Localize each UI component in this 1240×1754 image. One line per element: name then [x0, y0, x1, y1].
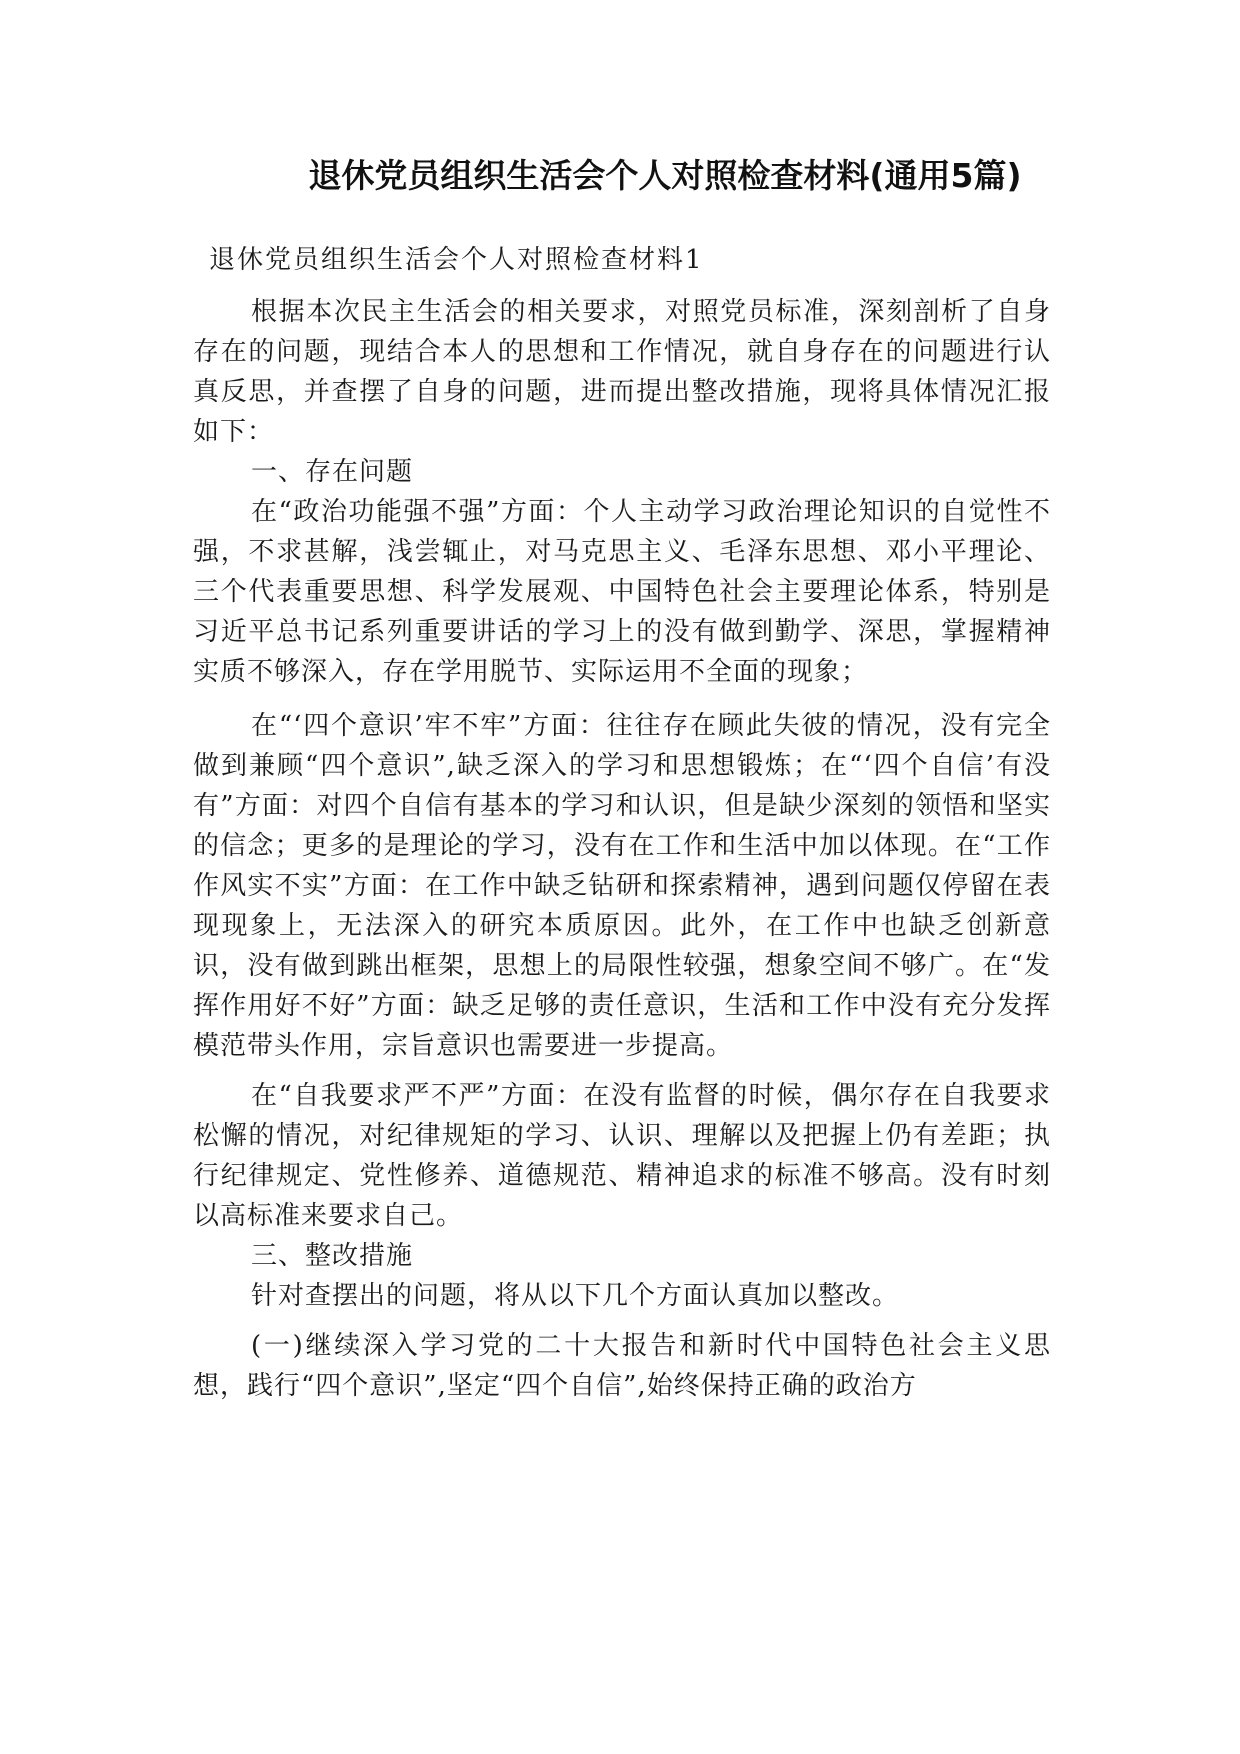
paragraph-intro: 根据本次民主生活会的相关要求，对照党员标准，深刻剖析了自身存在的问题，现结合本人的思想和工作情况，就自身存在的问题进行认真反思，并查摆了自身的问题，进而提出整改措施，现将具体情况汇报如下：: [193, 297, 1051, 447]
document-body: [193, 240, 1051, 1406]
heading-problems: 一、存在问题: [251, 457, 414, 487]
paragraph-four-consciousness: 在“‘四个意识’牢不牢”方面：往往存在顾此失彼的情况，没有完全做到兼顾“四个意识”,缺乏深入的学习和思想锻炼；在“‘四个自信’有没有”方面：对四个自信有基本的学习和认识，但是缺少深刻的领悟和坚实的信念；更多的是理论的学习，没有在工作和生活中加以体现。在“工作作风实不实”方面：在工作中缺乏钻研和探索精神，遇到问题仅停留在表现现象上，无法深入的研究本质原因。此外，在工作中也缺乏创新意识，没有做到跳出框架，思想上的局限性较强，想象空间不够广。在“发挥作用好不好”方面：缺乏足够的责任意识，生活和工作中没有充分发挥模范带头作用，宗旨意识也需要进一步提高。: [193, 711, 1051, 1061]
paragraph-self-discipline: 在“自我要求严不严”方面：在没有监督的时候，偶尔存在自我要求松懈的情况，对纪律规矩的学习、认识、理解以及把握上仍有差距；执行纪律规定、党性修养、道德规范、精神追求的标准不够高。没有时刻以高标准来要求自己。: [193, 1081, 1051, 1231]
paragraph-political-function: 在“政治功能强不强”方面：个人主动学习政治理论知识的自觉性不强，不求甚解，浅尝辄止，对马克思主义、毛泽东思想、邓小平理论、三个代表重要思想、科学发展观、中国特色社会主要理论体系，特别是习近平总书记系列重要讲话的学习上的没有做到勤学、深思，掌握精神实质不够深入，存在学用脱节、实际运用不全面的现象；: [193, 497, 1051, 687]
section-subtitle: 退休党员组织生活会个人对照检查材料1: [209, 245, 704, 275]
heading-rectification: 三、整改措施: [251, 1241, 414, 1271]
document-title: 退休党员组织生活会个人对照检查材料(通用5篇): [308, 156, 1022, 195]
paragraph-measure-one: (一)继续深入学习党的二十大报告和新时代中国特色社会主义思想，践行“四个意识”,坚定“四个自信”,始终保持正确的政治方: [193, 1331, 1051, 1401]
paragraph-rectification-intro: 针对查摆出的问题，将从以下几个方面认真加以整改。: [251, 1281, 900, 1311]
